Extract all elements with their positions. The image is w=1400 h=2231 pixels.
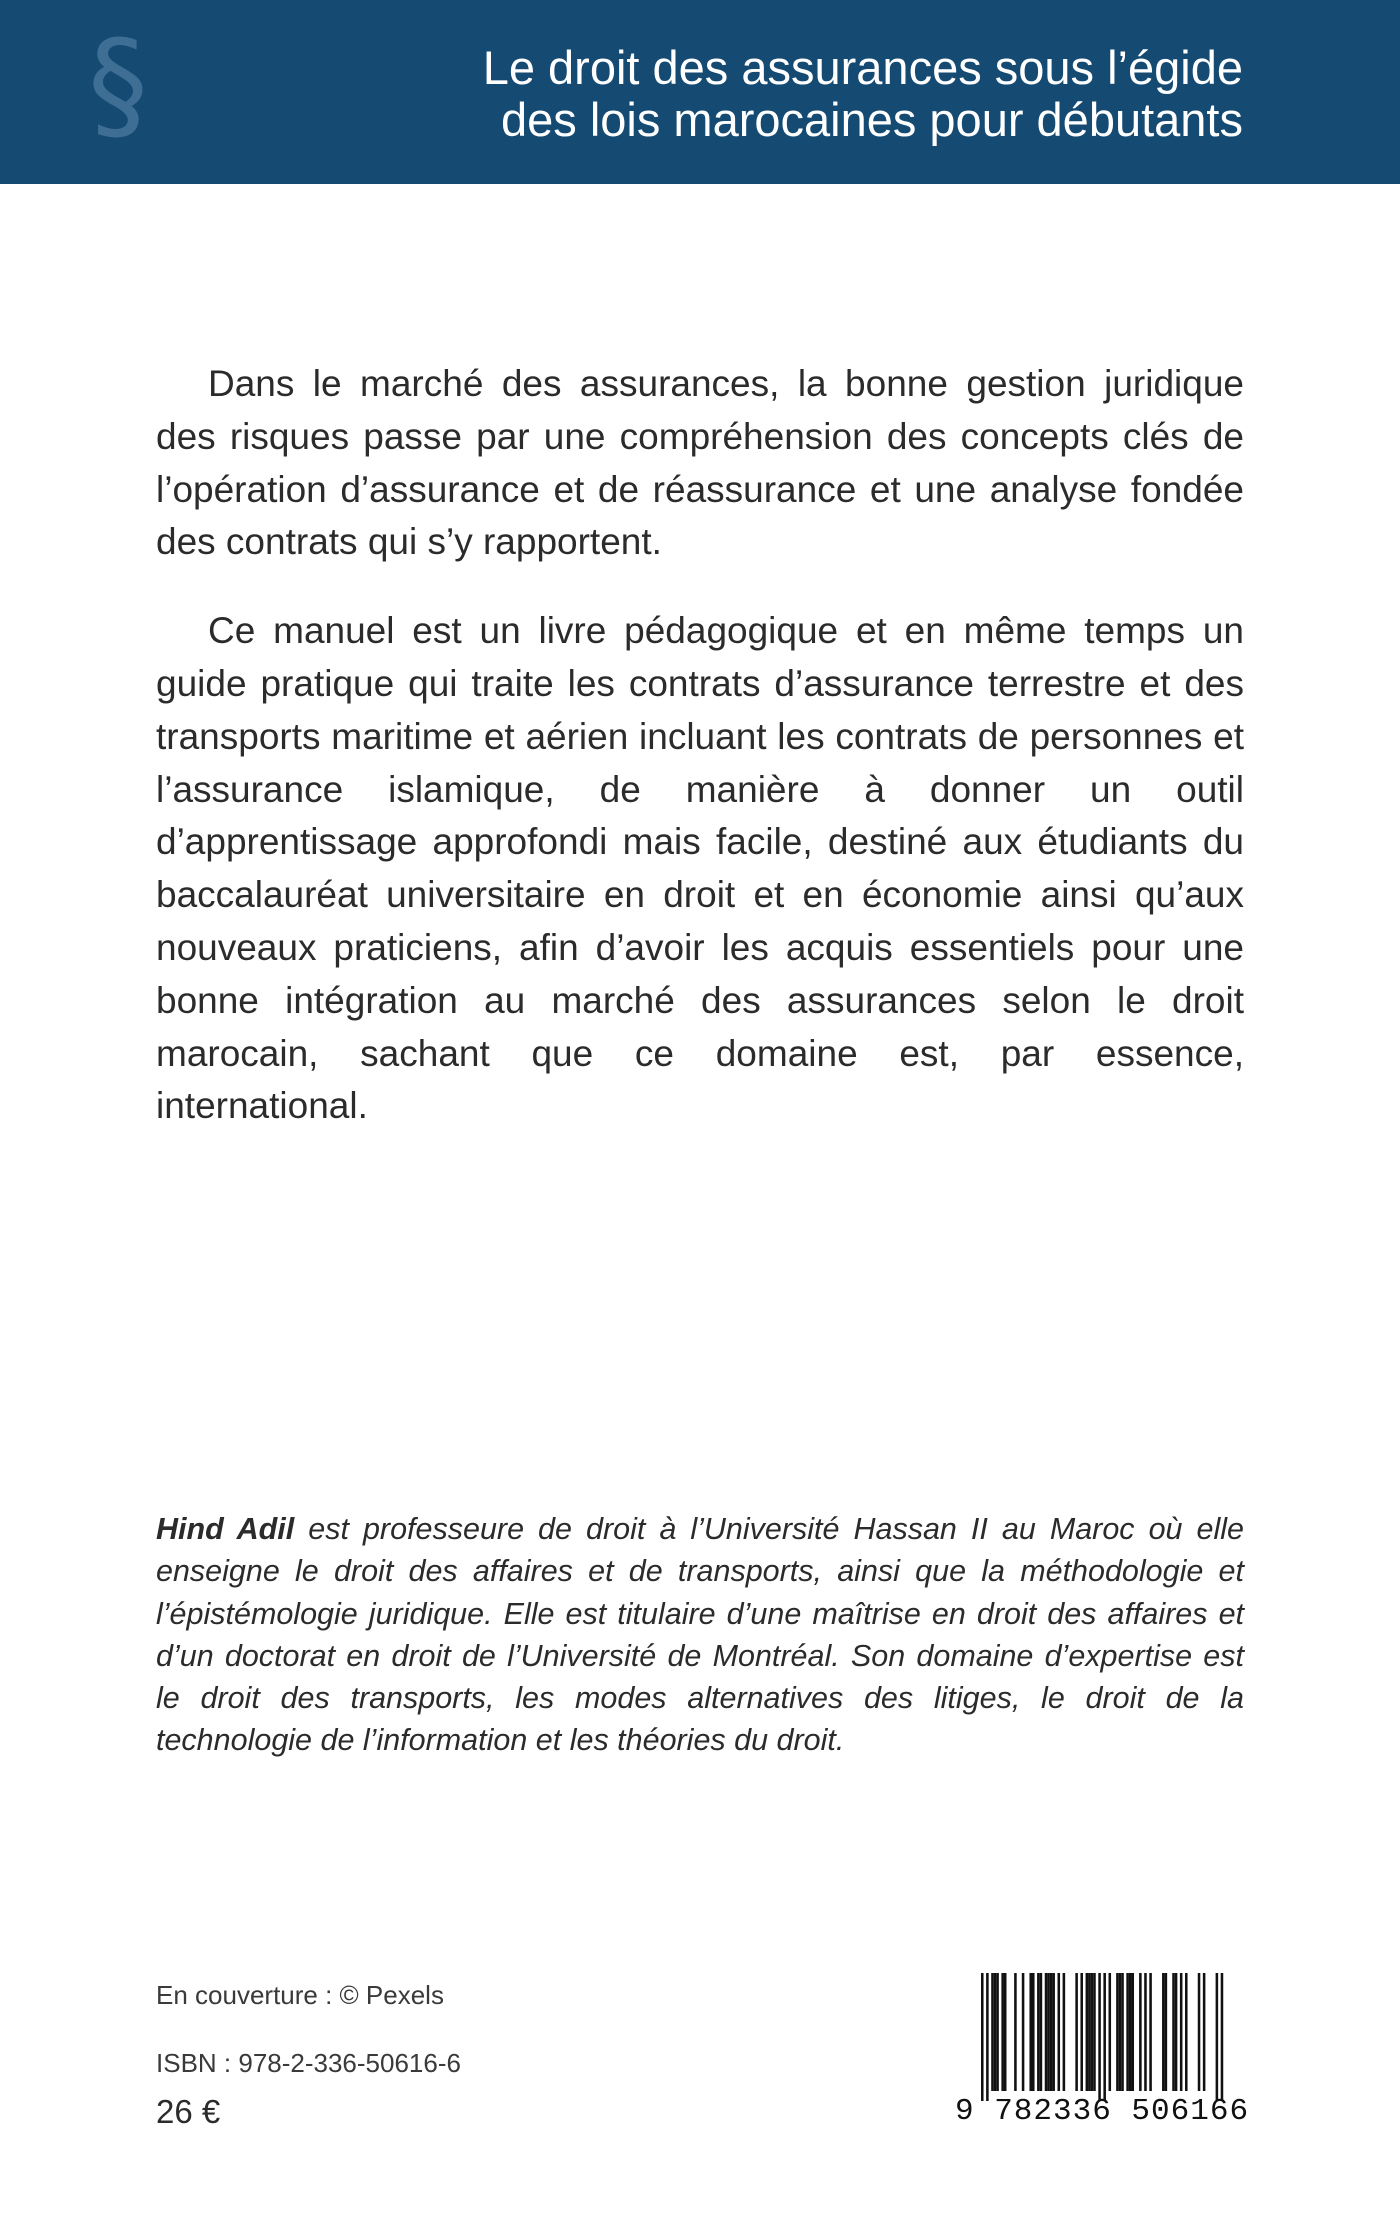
barcode-bar — [1088, 1973, 1091, 2091]
barcode-bar — [1086, 1973, 1089, 2091]
barcode-bar — [1058, 1973, 1061, 2091]
barcode-bar — [1172, 1973, 1175, 2091]
book-title — [483, 42, 1243, 146]
barcode-bar — [1022, 1973, 1025, 2091]
barcode-bar — [1029, 1973, 1032, 2091]
barcode-bar — [1144, 1973, 1147, 2091]
author-name: Hind Adil — [156, 1512, 295, 1546]
price-text: 26 € — [156, 2093, 221, 2130]
author-bio-text: est professeure de droit à l’Université Hassan II au Maroc où elle enseigne le droit des affaires et de transports, ainsi que la méthodologie et l’épistémologie juridique. Elle est titulaire d’une maîtrise en droit des affaires et d’un doctorat en droit de l’Université de Montréal. Son domaine d’expertise est le droit des transports, les modes alternatives des litiges, le droit de la technologie de l’information et les théories du droit. — [156, 1512, 1244, 1758]
barcode-bar — [1040, 1973, 1043, 2091]
cover-credit: En couverture : © Pexels — [156, 1980, 444, 2010]
barcode-digits: 9 782336 506166 — [955, 2094, 1250, 2129]
barcode-bar — [1014, 1973, 1017, 2091]
barcode-bar — [1116, 1973, 1119, 2091]
barcode-bar — [1075, 1973, 1078, 2091]
barcode-bar — [1047, 1973, 1050, 2091]
barcode-bar — [1129, 1973, 1132, 2091]
barcode-bar — [1180, 1973, 1183, 2091]
barcode-bar — [1162, 1973, 1165, 2091]
barcode-guard-bar — [986, 1973, 989, 2101]
book-summary — [156, 358, 1244, 1133]
barcode-bar — [1109, 1973, 1112, 2091]
barcode-bar — [1093, 1973, 1096, 2091]
barcode-bar — [1037, 1973, 1040, 2091]
isbn-barcode — [955, 1973, 1250, 2133]
isbn-text: ISBN : 978-2-336-50616-6 — [156, 2048, 461, 2078]
summary-paragraph-2: Ce manuel est un livre pédagogique et en même temps un guide pratique qui traite les contrats d’assurance terrestre et des transports maritime et aérien incluant les contrats de personnes et l’assurance islamique, de manière à donner un outil d’apprentissage approfondi mais facile, destiné aux étudiants du baccalauréat universitaire en droit et en économie ainsi qu’aux nouveaux praticiens, afin d’avoir les acquis essentiels pour une bonne intégration au marché des assurances selon le droit marocain, sachant que ce domaine est, par essence, international. — [156, 610, 1244, 1127]
barcode-guard-bar — [1103, 1973, 1106, 2101]
summary-paragraph-1: Dans le marché des assurances, la bonne gestion juridique des risques passe par une compréhension des concepts clés de l’opération d’assurance et de réassurance et une analyse fondée des contrats qui s’y rapportent. — [156, 363, 1244, 563]
barcode-bar — [994, 1973, 997, 2091]
book-title-line-1: Le droit des assurances sous l’égide — [482, 41, 1243, 94]
barcode-bar — [1175, 1973, 1178, 2091]
barcode-bar — [1131, 1973, 1134, 2091]
barcode-bar — [1032, 1973, 1035, 2091]
barcode-bar — [1119, 1973, 1122, 2091]
barcode-bar — [1004, 1973, 1007, 2091]
barcode-bar — [1091, 1973, 1094, 2091]
barcode-bar — [996, 1973, 999, 2091]
barcode-bar — [1045, 1973, 1048, 2091]
barcode-bar — [1052, 1973, 1055, 2091]
section-symbol-icon: § — [88, 16, 148, 155]
barcode-bar — [1149, 1973, 1152, 2091]
barcode-bar — [1063, 1973, 1066, 2091]
barcode-bar — [1139, 1973, 1142, 2091]
barcode-bar — [1121, 1973, 1124, 2091]
barcode-bar — [1203, 1973, 1206, 2091]
barcode-guard-bar — [1098, 1973, 1101, 2101]
barcode-bar — [1126, 1973, 1129, 2091]
barcode-guard-bar — [981, 1973, 984, 2101]
barcode-bar — [991, 1973, 994, 2091]
book-title-line-2: des lois marocaines pour débutants — [501, 93, 1243, 146]
cover-header — [0, 0, 1400, 184]
barcode-bar — [1001, 1973, 1004, 2091]
barcode-bar — [1198, 1973, 1201, 2091]
barcode-bar — [1185, 1973, 1188, 2091]
barcode-guard-bar — [1216, 1973, 1219, 2101]
barcode-bar — [1080, 1973, 1083, 2091]
author-bio — [156, 1508, 1244, 1762]
barcode-bar — [1050, 1973, 1053, 2091]
barcode-guard-bar — [1221, 1973, 1224, 2101]
barcode-bar — [1165, 1973, 1168, 2091]
